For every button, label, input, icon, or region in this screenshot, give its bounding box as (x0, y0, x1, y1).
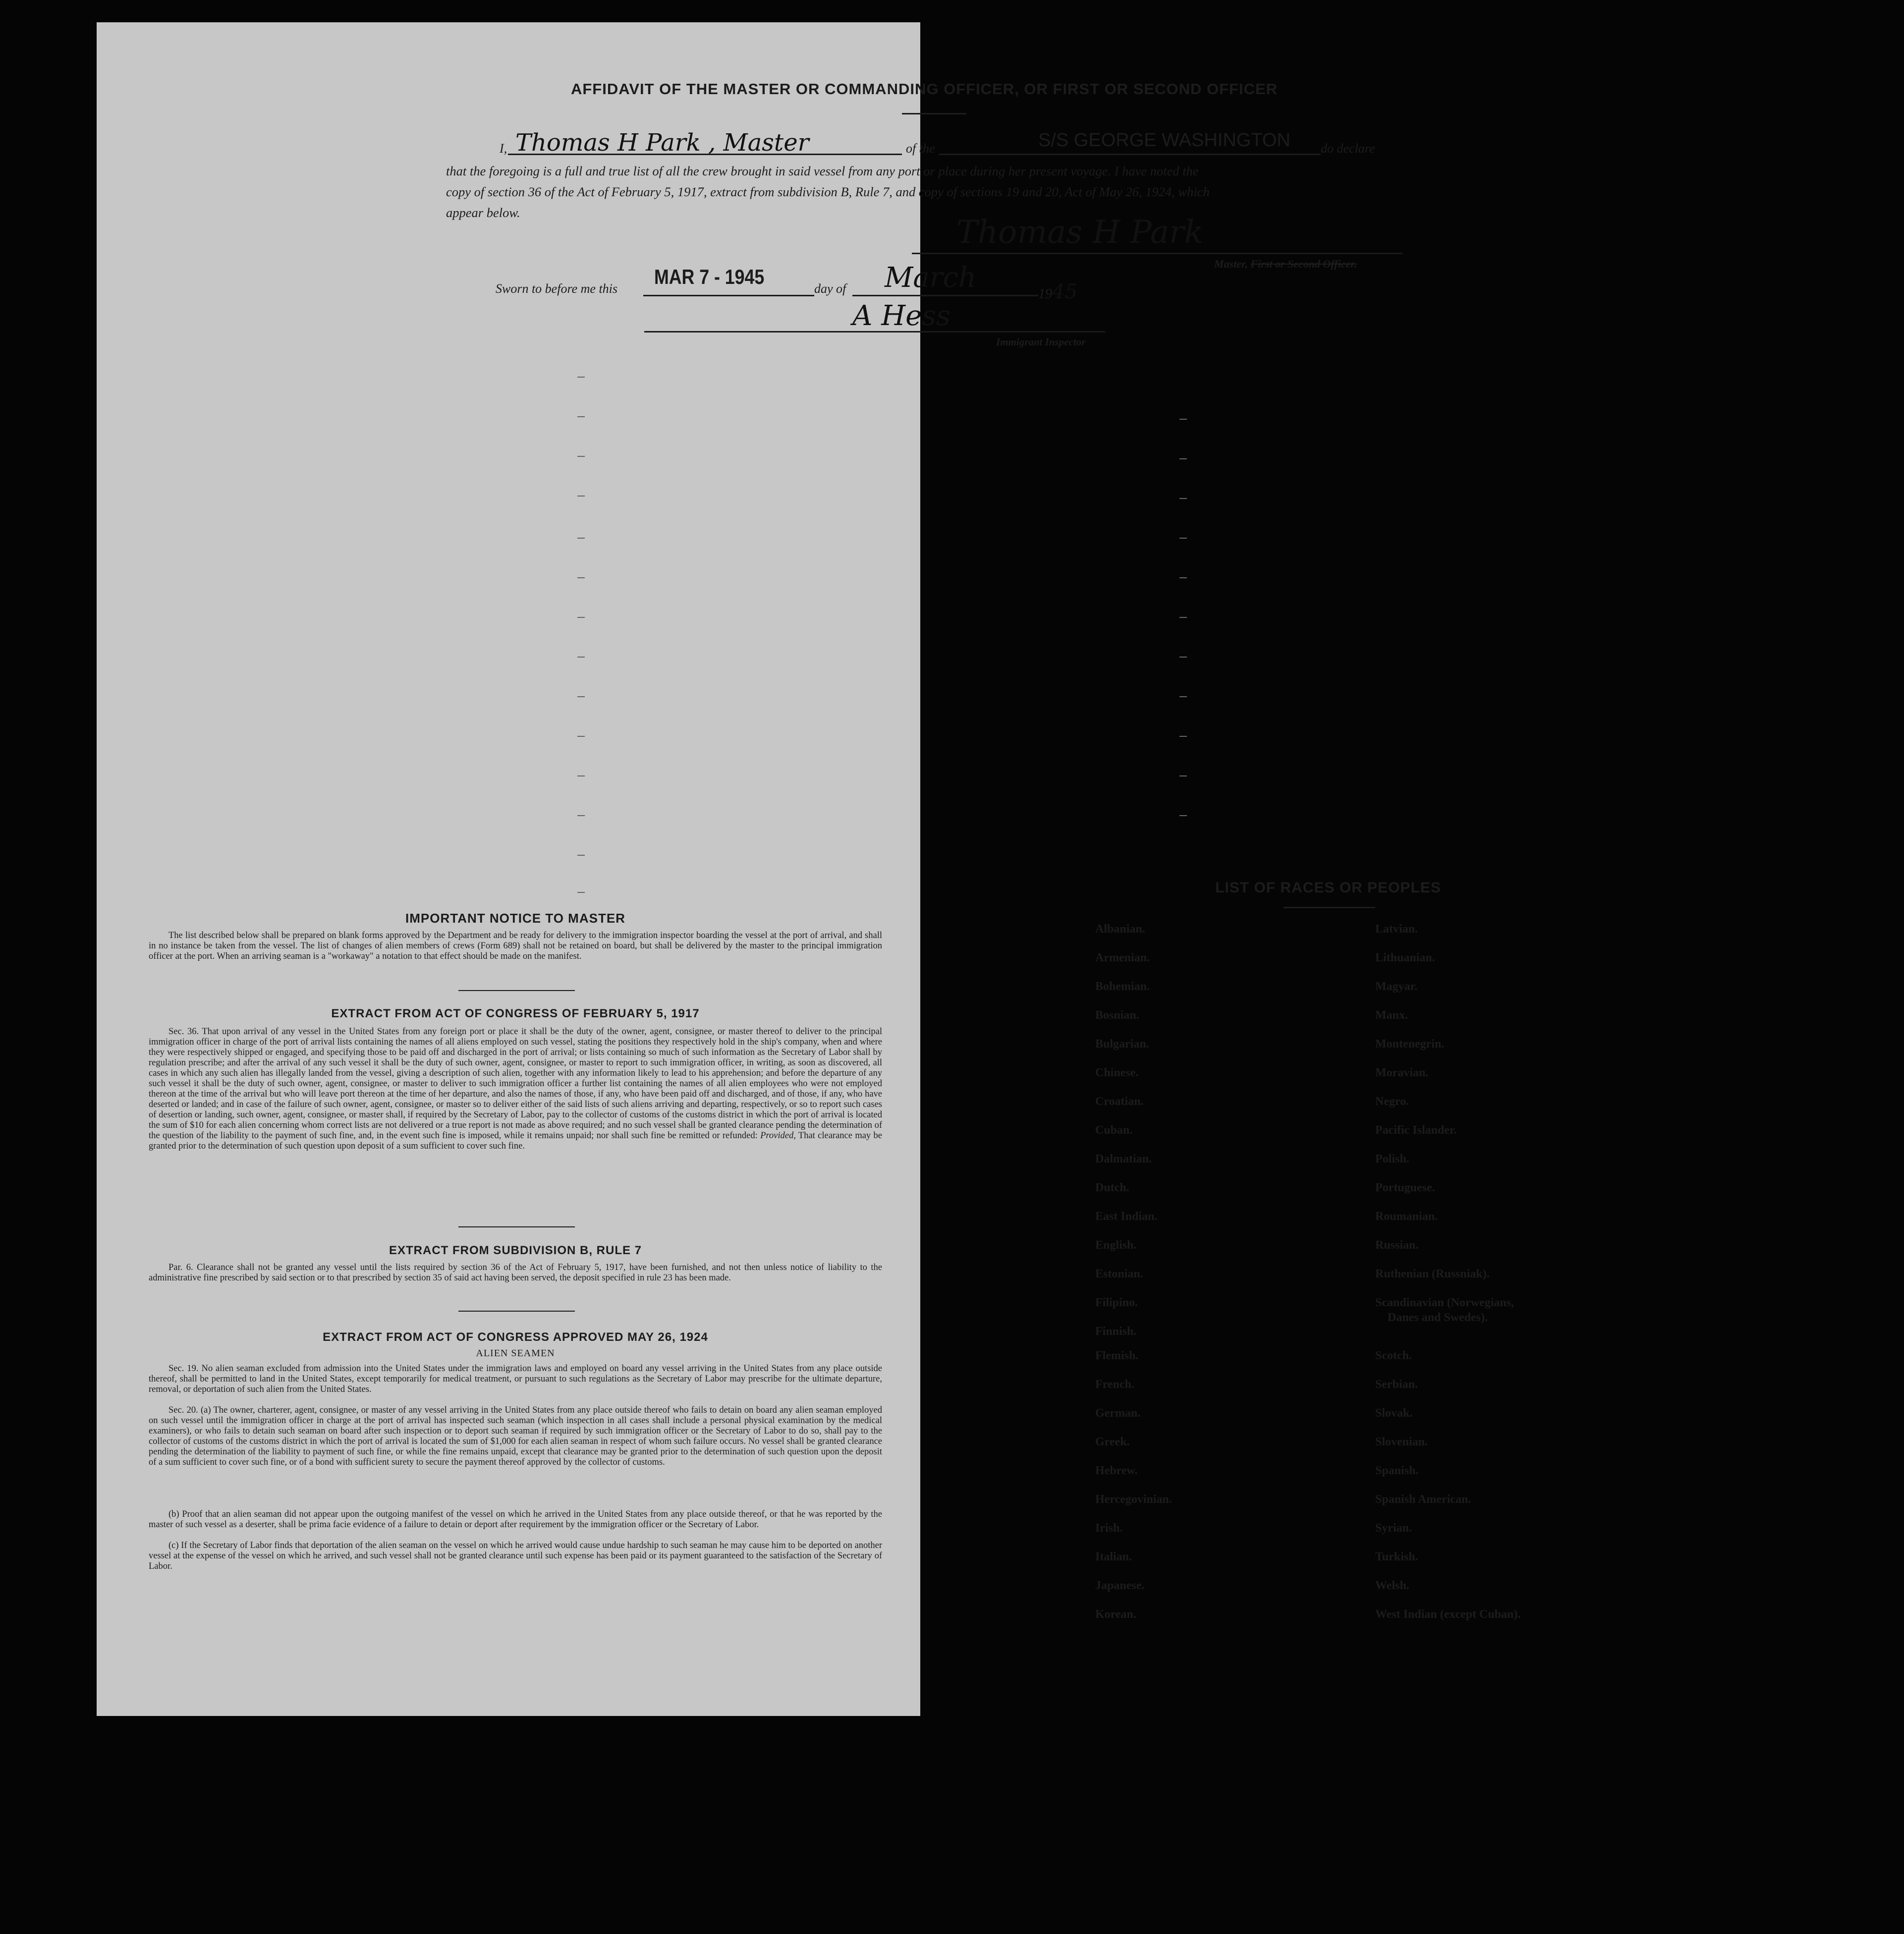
race-right: Moravian. (1375, 1066, 1429, 1079)
faint-mark (577, 377, 585, 378)
faint-mark (1179, 775, 1187, 776)
race-left: Dalmatian. (1095, 1153, 1152, 1165)
races-title: LIST OF RACES OR PEOPLES (1215, 880, 1441, 896)
binder-hole (1724, 1151, 1746, 1173)
year-field (1038, 280, 1077, 303)
faint-mark (577, 736, 585, 737)
sec-20b-text: (b) Proof that an alien seaman did not appear upon the outgoing manifest of the vessel on which he arrived in the United States from any place outside thereof, or that he was reported by the master of such vessel as a deserter, shall be prima facie evidence of a failure to detain or deport after requirement by the immigration officer or the Secretary of Labor. (149, 1509, 882, 1530)
signature-caption (1214, 258, 1357, 271)
binder-hole (1736, 93, 1758, 116)
race-right: Montenegrin. (1375, 1038, 1445, 1050)
race-right: Manx. (1375, 1009, 1408, 1022)
day-of-text: day of (814, 281, 846, 296)
faint-mark (577, 496, 585, 497)
sec-36-body: That upon arrival of any vessel in the United States from any foreign port or place it shall be the duty of the owner, agent, consignee, or master thereof to deliver to the principal immigration officer in charge of the port of arrival lists containing the names of all aliens employed on such vessel, stating the positions they respectively hold in the ship's company, when and where they were respectively shipped or engaged, and specifying those to be paid off and discharged in the port of arrival; or lists containing so much of such information as the Secretary of Labor shall by regulation prescribe; and after the arrival of any such vessel it shall be the duty of such owner, agent, consignee, or master to report to such immigration officer, in writing, as soon as discovered, all cases in which any such alien has illegally landed from the vessel, giving a description of such alien, together with any information likely to lead to his apprehension; and before the departure of any such vessel it shall be the duty of such owner, agent, consignee, or master to deliver to such immigration officer a further list containing the names of all alien employees who were not employed thereon at the time of the arrival but who will leave port thereon at the time of her departure, and also the names of those, if any, who have been paid off and discharged, and of those, if any, who have deserted or landed; and in case of the failure of such owner, agent, consignee, or master so to deliver either of the said lists of such aliens arriving and departing, respectively, or so to report such cases of desertion or landing, such owner, agent, consignee, or master shall, if required by the Secretary of Labor, pay to the collector of customs of the customs district in which the port of arrival is located the sum of $10 for each alien concerning whom correct lists are not delivered or a true report is not made as above required; and no such vessel shall be granted clearance pending the determination of the question of the liability to the payment of such fine, and, in the event such fine is imposed, while it remains unpaid; nor shall such fine be remitted or refunded: (149, 1027, 883, 1141)
faint-mark (577, 892, 585, 893)
race-left: Greek. (1095, 1436, 1130, 1448)
notice-title: IMPORTANT NOTICE TO MASTER (405, 911, 625, 926)
master-name: Thomas H Park , Master (515, 129, 809, 157)
race-right: Syrian. (1375, 1522, 1412, 1535)
signature-line (912, 253, 1402, 254)
race-left: Cuban. (1095, 1124, 1133, 1137)
race-right: Spanish. (1375, 1464, 1419, 1477)
vessel-name: S/S GEORGE WASHINGTON (1038, 130, 1290, 151)
inspector-line (644, 331, 1105, 332)
race-right: Magyar. (1375, 980, 1418, 993)
year-prefix: 19 (1038, 286, 1052, 302)
word-of-the: of the (906, 141, 935, 156)
master-signature: Thomas H Park (956, 214, 1204, 251)
race-right: Polish. (1375, 1153, 1409, 1165)
race-left: Flemish. (1095, 1349, 1139, 1362)
faint-mark (577, 617, 585, 618)
extract-1917-title: EXTRACT FROM ACT OF CONGRESS OF FEBRUARY 5, 1917 (331, 1007, 700, 1020)
rule-7-title: EXTRACT FROM SUBDIVISION B, RULE 7 (389, 1244, 642, 1257)
alien-seamen-subtitle: ALIEN SEAMEN (476, 1348, 555, 1359)
divider (902, 113, 966, 114)
month-line (852, 295, 1038, 296)
faint-mark (1179, 657, 1187, 658)
rule-7-text: Par. 6. Clearance shall not be granted any vessel until the lists required by section 36 of the Act of February 5, 1917, have been furnished, and not then unless notice of liability to the administrative fine prescribed by said section or to that prescribed by section 35 of said act having been served, the deposit specified in rule 23 has been made. (149, 1263, 882, 1283)
date-stamp: MAR 7 - 1945 (654, 265, 765, 288)
faint-mark (1179, 538, 1187, 539)
divider (458, 990, 575, 991)
race-left: German. (1095, 1407, 1141, 1420)
race-left: Finnish. (1095, 1325, 1137, 1338)
inspector-caption: Immigrant Inspector (996, 336, 1086, 348)
month-handwritten: March (885, 262, 976, 294)
divider (458, 1311, 575, 1312)
sec-36-end: That clearance may be granted prior to the determination of such question upon deposit of a sum sufficient to cover such fine. (149, 1131, 883, 1151)
caption-struck: First or Second Officer. (1250, 258, 1357, 270)
affidavit-line-3: appear below. (446, 205, 520, 220)
sec-20c-text: (c) If the Secretary of Labor finds that deportation of the alien seaman on the vessel on which he arrived would cause undue hardship to such seaman he may cause him to be deported on another vessel at the expense of the vessel on which he arrived, and such vessel shall not be granted clearance until such expense has been paid or its payment guaranteed to the satisfaction of the Secretary of Labor. (149, 1541, 882, 1571)
race-right: West Indian (except Cuban). (1375, 1608, 1521, 1621)
sec-36-label: Sec. 36. (168, 1027, 199, 1037)
binder-hole (1724, 267, 1746, 289)
race-left: Hebrew. (1095, 1464, 1138, 1477)
sec-20a-text: Sec. 20. (a) The owner, charterer, agent, consignee, or master of any vessel arriving in the United States from any place outside thereof who fails to detain on board any alien seaman employed on such vessel until the immigration officer in charge at the port of arrival has inspected such seaman (which inspection in all cases shall include a personal physical examination by the medical examiners), or who fails to detain such seaman on board after such inspection or to deport such seaman if required by such immigration officer or the Secretary of Labor to do so, shall pay to the collector of customs of the customs district in which the port of arrival is located the sum of $1,000 for each alien seaman in respect of whom such failure occurs. No vessel shall be granted clearance pending the determination of the liability to payment of such fine, or while the fine remains unpaid, except that clearance may be granted prior to the determination of such question upon the deposit of a sum sufficient to cover such fine, or of a bond with sufficient surety to secure the payment thereof approved by the collector of customs. (149, 1405, 882, 1467)
affidavit-title: AFFIDAVIT OF THE MASTER OR COMMANDING OFFICER, OR FIRST OR SECOND OFFICER (570, 80, 1278, 98)
race-right: Welsh. (1375, 1579, 1409, 1592)
divider (1284, 907, 1375, 908)
faint-mark (577, 815, 585, 816)
faint-mark (577, 416, 585, 417)
race-left: Japanese. (1095, 1579, 1145, 1592)
race-left: Korean. (1095, 1608, 1136, 1621)
provided-word: Provided, (760, 1131, 796, 1141)
race-right: Scotch. (1375, 1349, 1412, 1362)
faint-mark (1179, 696, 1187, 697)
race-left: Dutch. (1095, 1181, 1129, 1194)
binder-hole (1724, 1482, 1746, 1504)
race-left: Hercegovinian. (1095, 1493, 1172, 1506)
race-right: Russian. (1375, 1239, 1419, 1252)
faint-mark (577, 456, 585, 457)
race-right: Negro. (1375, 1095, 1409, 1108)
race-right: Lithuanian. (1375, 951, 1435, 964)
faint-mark (1179, 617, 1187, 618)
race-right: Danes and Swedes). (1388, 1311, 1488, 1324)
faint-mark (577, 538, 585, 539)
sworn-text: Sworn to before me this (496, 281, 618, 296)
faint-mark (577, 775, 585, 776)
binder-hole (1724, 509, 1746, 532)
faint-mark (577, 657, 585, 658)
faint-mark (1179, 498, 1187, 499)
faint-mark (577, 577, 585, 578)
race-right: Latvian. (1375, 923, 1418, 936)
race-left: English. (1095, 1239, 1137, 1252)
extract-1917-text (149, 1027, 882, 1152)
race-left: Irish. (1095, 1522, 1123, 1535)
race-left: Estonian. (1095, 1268, 1143, 1280)
race-right: Portuguese. (1375, 1181, 1435, 1194)
word-i: I, (500, 141, 507, 156)
sworn-date-line (643, 295, 814, 296)
vessel-line (939, 154, 1321, 155)
race-left: Armenian. (1095, 951, 1150, 964)
inspector-signature: A Hess (852, 300, 951, 332)
race-right: Ruthenian (Russniak). (1375, 1268, 1490, 1280)
race-right: Spanish American. (1375, 1493, 1471, 1506)
caption-master: Master, (1214, 258, 1248, 270)
do-declare: do declare (1321, 141, 1375, 156)
affidavit-line-2: copy of section 36 of the Act of February 5, 1917, extract from subdivision B, Rule 7, and copy of sections 19 and 20, Act of May 26, 1924, which (446, 184, 1210, 199)
notice-text: The list described below shall be prepared on blank forms approved by the Department and be ready for delivery to the immigration inspector boarding the vessel at the port of arrival, and shall in no instance be taken from the vessel. The list of changes of alien members of crews (Form 689) shall not be retained on board, but shall be delivered by the master to the principal immigration officer at the port. When an arriving seaman is a "workaway" a notation to that effect should be made on the manifest. (149, 931, 882, 961)
race-right: Serbian. (1375, 1378, 1418, 1391)
faint-mark (1179, 419, 1187, 420)
faint-mark (1179, 458, 1187, 459)
affidavit-line-1: that the foregoing is a full and true list of all the crew brought in said vessel from any port or place during her present voyage. I have noted the (446, 164, 1199, 178)
race-right: Turkish. (1375, 1550, 1418, 1563)
race-left: East Indian. (1095, 1210, 1158, 1223)
binder-hole (1724, 1393, 1746, 1416)
race-left: Bosnian. (1095, 1009, 1139, 1022)
race-left: Bulgarian. (1095, 1038, 1149, 1050)
faint-mark (1179, 815, 1187, 816)
faint-mark (1179, 736, 1187, 737)
race-left: Italian. (1095, 1550, 1132, 1563)
race-left: Filipino. (1095, 1296, 1138, 1309)
race-left: Bohemian. (1095, 980, 1150, 993)
race-left: Albanian. (1095, 923, 1145, 936)
race-right: Slovenian. (1375, 1436, 1428, 1448)
faint-mark (1179, 577, 1187, 578)
binder-hole (1724, 1066, 1746, 1089)
race-left: French. (1095, 1378, 1134, 1391)
race-right: Scandinavian (Norwegians, (1375, 1296, 1514, 1309)
faint-mark (577, 855, 585, 856)
race-right: Slovak. (1375, 1407, 1413, 1420)
binder-hole (1729, 177, 1751, 200)
race-left: Chinese. (1095, 1066, 1139, 1079)
extract-1924-title: EXTRACT FROM ACT OF CONGRESS APPROVED MAY 26, 1924 (323, 1330, 708, 1344)
binder-hole (1724, 599, 1746, 621)
race-right: Pacific Islander. (1375, 1124, 1457, 1137)
year-suffix: 45 (1052, 280, 1077, 303)
race-left: Croatian. (1095, 1095, 1144, 1108)
race-right: Roumanian. (1375, 1210, 1438, 1223)
divider (458, 1226, 575, 1227)
faint-mark (577, 696, 585, 697)
sec-19-text: Sec. 19. No alien seaman excluded from admission into the United States under the immigration laws and employed on board any vessel arriving in the United States from any place outside thereof, shall be permitted to land in the United States, except temporarily for medical treatment, or pursuant to such regulations as the Secretary of Labor may prescribe for the ultimate departure, removal, or deportation of such alien from the United States. (149, 1364, 882, 1394)
